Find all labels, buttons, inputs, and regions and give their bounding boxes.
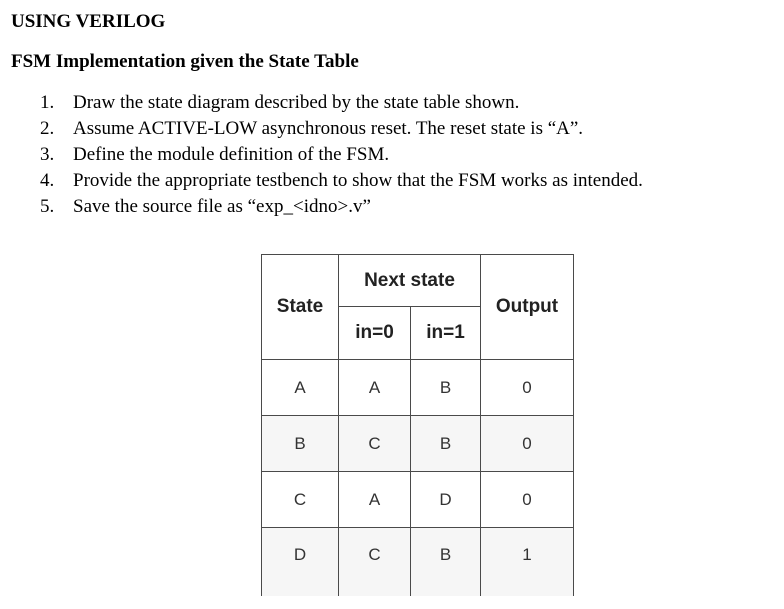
list-number: 2. [40,118,55,139]
table-row [262,416,574,472]
instruction-list [40,90,643,220]
output-cell: 1 [481,528,574,597]
list-number: 1. [40,92,55,113]
in0-column-header: in=0 [339,307,411,360]
list-item [40,90,643,116]
next-state-header: Next state [339,255,481,307]
next-state-in0-cell: C [339,528,411,597]
table-row [262,528,574,597]
output-cell: 0 [481,360,574,416]
in1-column-header: in=1 [411,307,481,360]
output-column-header: Output [481,255,574,360]
next-state-in1-cell: B [411,416,481,472]
list-item-text: Draw the state diagram described by the state table shown. [73,92,520,113]
list-item-text: Provide the appropriate testbench to show that the FSM works as intended. [73,170,643,191]
list-item [40,194,643,220]
list-item-text: Define the module definition of the FSM. [73,144,390,165]
table-row [262,472,574,528]
output-cell: 0 [481,416,574,472]
list-number: 4. [40,170,55,191]
state-cell: A [262,360,339,416]
next-state-in1-cell: B [411,528,481,597]
state-cell: D [262,528,339,597]
next-state-in0-cell: C [339,416,411,472]
list-number: 3. [40,144,55,165]
next-state-in1-cell: D [411,472,481,528]
list-item [40,142,643,168]
page-title: USING VERILOG [11,11,166,32]
state-table [261,254,574,596]
state-column-header: State [262,255,339,360]
list-number: 5. [40,196,55,217]
output-cell: 0 [481,472,574,528]
next-state-in0-cell: A [339,472,411,528]
list-item [40,116,643,142]
list-item-text: Assume ACTIVE-LOW asynchronous reset. The reset state is “A”. [73,118,584,139]
next-state-in0-cell: A [339,360,411,416]
next-state-in1-cell: B [411,360,481,416]
list-item [40,168,643,194]
list-item-text: Save the source file as “exp_<idno>.v” [73,196,371,217]
state-cell: C [262,472,339,528]
table-row [262,360,574,416]
section-heading: FSM Implementation given the State Table [11,51,359,72]
state-cell: B [262,416,339,472]
